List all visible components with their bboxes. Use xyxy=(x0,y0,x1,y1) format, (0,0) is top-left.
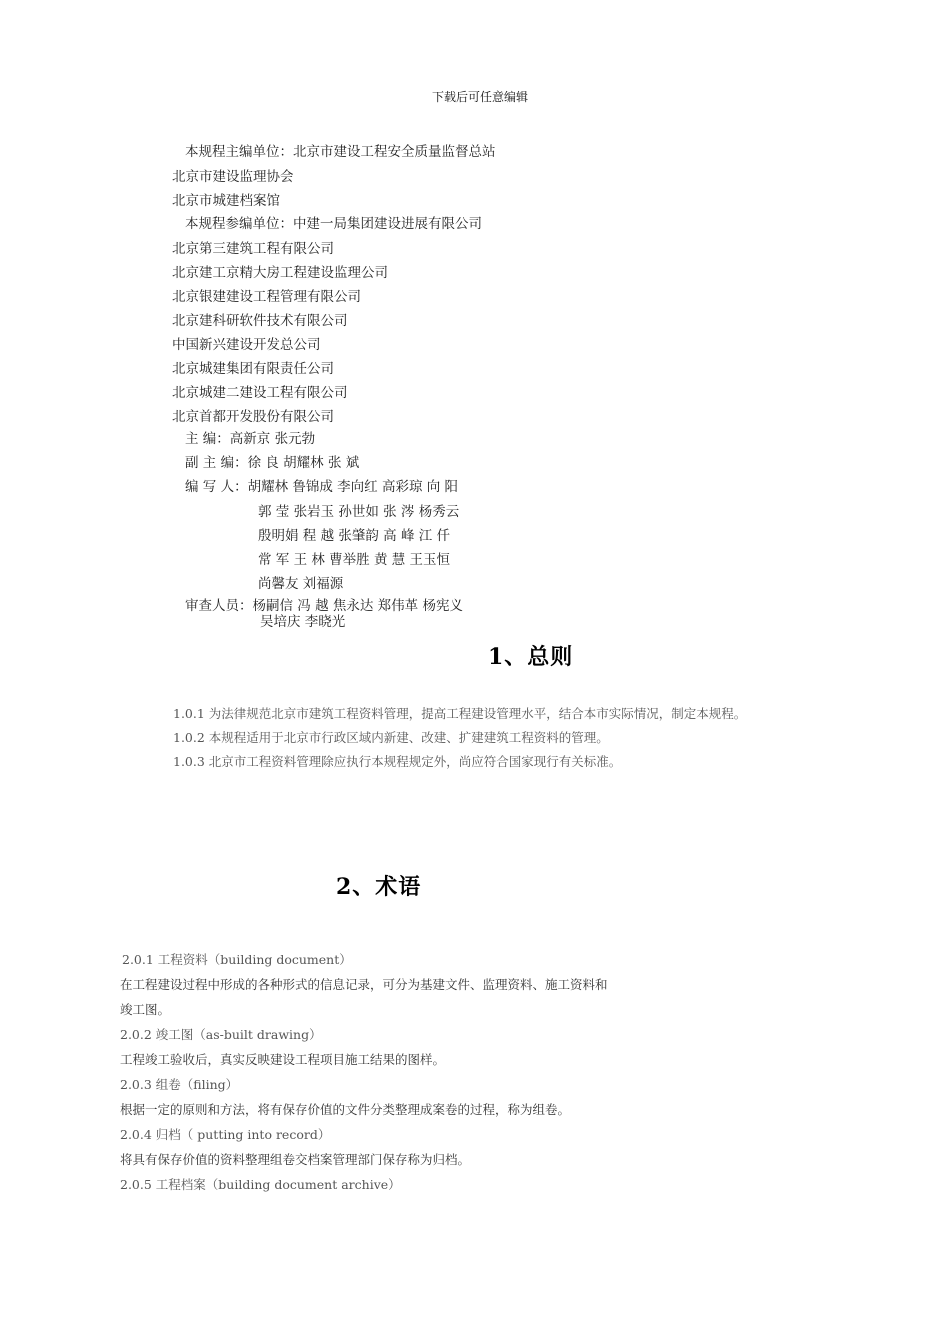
writers-line: 常 军 王 林 曹举胜 黄 慧 王玉恒 xyxy=(258,552,451,568)
term-text: 竣工图。 xyxy=(120,1002,171,1017)
chief-editor-unit: 本规程主编单位：北京市建设工程安全质量监督总站 xyxy=(185,144,496,160)
participating-unit-line: 中国新兴建设开发总公司 xyxy=(172,337,321,353)
term-heading: 2.0.2 竣工图（as-built drawing） xyxy=(120,1027,322,1042)
clause: 1.0.1 为法律规范北京市建筑工程资料管理，提高工程建设管理水平，结合本市实际情况，制定本规程。 xyxy=(173,706,747,721)
term-heading: 2.0.4 归档（ putting into record） xyxy=(120,1127,331,1142)
participating-unit-line: 北京城建集团有限责任公司 xyxy=(172,361,334,377)
participating-unit: 本规程参编单位：中建一局集团建设进展有限公司 xyxy=(185,216,482,232)
chief-editor: 主 编：高新京 张元勃 xyxy=(185,431,316,447)
writers-line: 郭 莹 张岩玉 孙世如 张 涔 杨秀云 xyxy=(258,504,460,520)
term-text: 工程竣工验收后，真实反映建设工程项目施工结果的图样。 xyxy=(120,1052,446,1067)
clause: 1.0.3 北京市工程资料管理除应执行本规程规定外，尚应符合国家现行有关标准。 xyxy=(173,754,622,769)
reviewers-line: 吴培庆 李晓光 xyxy=(260,614,346,630)
term-text: 根据一定的原则和方法，将有保存价值的文件分类整理成案卷的过程，称为组卷。 xyxy=(120,1102,571,1117)
chief-unit-line: 北京市建设监理协会 xyxy=(172,169,294,185)
writers-line: 尚馨友 刘福源 xyxy=(258,576,344,592)
section-title: 2、术语 xyxy=(336,874,422,900)
writers: 编 写 人：胡耀林 鲁锦成 李向红 高彩琼 向 阳 xyxy=(185,479,459,495)
participating-unit-line: 北京城建二建设工程有限公司 xyxy=(172,385,348,401)
participating-unit-line: 北京银建建设工程管理有限公司 xyxy=(172,289,361,305)
term-heading: 2.0.5 工程档案（building document archive） xyxy=(120,1177,401,1192)
participating-unit-line: 北京首都开发股份有限公司 xyxy=(172,409,334,425)
page-header: 下载后可任意编辑 xyxy=(432,90,529,104)
section-title: 1、总则 xyxy=(488,644,574,670)
writers-line: 殷明娟 程 越 张肇韵 高 峰 江 仟 xyxy=(258,528,451,544)
term-text: 将具有保存价值的资料整理组卷交档案管理部门保存称为归档。 xyxy=(120,1152,471,1167)
participating-unit-line: 北京第三建筑工程有限公司 xyxy=(172,241,334,257)
reviewers: 审查人员：杨嗣信 冯 越 焦永达 郑伟革 杨宪义 xyxy=(185,598,463,614)
term-heading: 2.0.3 组卷（filing） xyxy=(120,1077,239,1092)
term-heading: 2.0.1 工程资料（building document） xyxy=(122,952,352,967)
participating-unit-line: 北京建工京精大房工程建设监理公司 xyxy=(172,265,388,281)
participating-unit-line: 北京建科研软件技术有限公司 xyxy=(172,313,348,329)
term-text: 在工程建设过程中形成的各种形式的信息记录，可分为基建文件、监理资料、施工资料和 xyxy=(120,977,608,992)
deputy-editor: 副 主 编：徐 良 胡耀林 张 斌 xyxy=(185,455,360,471)
chief-unit-line: 北京市城建档案馆 xyxy=(172,193,280,209)
clause: 1.0.2 本规程适用于北京市行政区域内新建、改建、扩建建筑工程资料的管理。 xyxy=(173,730,609,745)
